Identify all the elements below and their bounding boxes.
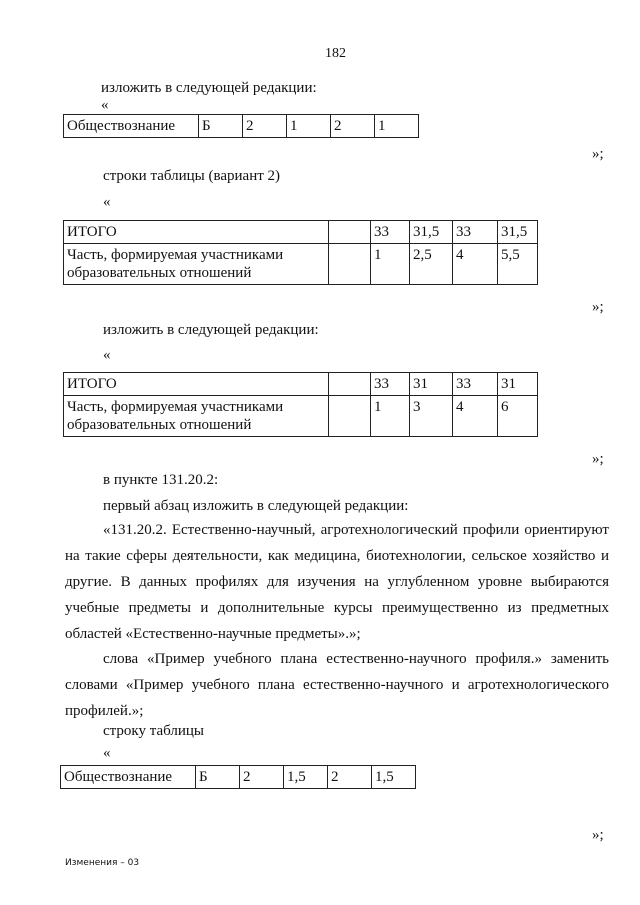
table-cell: 6 xyxy=(498,396,538,437)
table-cell: 31 xyxy=(498,373,538,396)
table-label-2: строки таблицы (вариант 2) xyxy=(103,168,281,184)
table-cell: 1 xyxy=(371,396,410,437)
table-cell: Б xyxy=(196,766,240,789)
table-row xyxy=(64,244,538,285)
footer-label: Изменения – 03 xyxy=(65,858,140,868)
table-2 xyxy=(63,220,538,285)
table-cell: 31 xyxy=(410,373,453,396)
close-quote-2: »; xyxy=(592,299,604,315)
table-cell xyxy=(329,244,371,285)
close-quote-1: »; xyxy=(592,146,604,162)
table-cell: 33 xyxy=(453,221,498,244)
table-row xyxy=(61,766,416,789)
table-cell: 2 xyxy=(240,766,284,789)
table-cell: 1,5 xyxy=(284,766,328,789)
table-cell: Обществознание xyxy=(61,766,196,789)
table-cell: 5,5 xyxy=(498,244,538,285)
table-cell: 4 xyxy=(453,244,498,285)
table-cell: Б xyxy=(199,115,243,138)
open-quote-4: « xyxy=(103,745,111,761)
table-cell: 33 xyxy=(371,373,410,396)
open-quote-2: « xyxy=(103,194,111,210)
table-1 xyxy=(63,114,419,138)
table-cell xyxy=(329,221,371,244)
table-cell xyxy=(329,373,371,396)
table-cell: 1 xyxy=(375,115,419,138)
table-cell: 31,5 xyxy=(410,221,453,244)
table-row xyxy=(64,221,538,244)
table-cell: 2,5 xyxy=(410,244,453,285)
table-cell: 2 xyxy=(243,115,287,138)
page-number: 182 xyxy=(325,46,346,61)
open-quote-1: « xyxy=(101,97,109,113)
table-cell: 1 xyxy=(287,115,331,138)
row-label: строку таблицы xyxy=(103,723,204,739)
table-4 xyxy=(60,765,416,789)
intro-text-3: изложить в следующей редакции: xyxy=(103,322,319,338)
table-cell: 1 xyxy=(371,244,410,285)
table-cell: 4 xyxy=(453,396,498,437)
table-row xyxy=(64,396,538,437)
table-cell: Часть, формируемая участниками образовательных отношений xyxy=(64,396,329,437)
table-cell: ИТОГО xyxy=(64,373,329,396)
table-cell: 2 xyxy=(328,766,372,789)
intro-text-1: изложить в следующей редакции: xyxy=(101,80,317,96)
body-paragraph: «131.20.2. Естественно-научный, агротехнологический профили ориентируют на такие сферы деятельности, как медицина, биотехнологии, сельское хозяйство и другие. В данных профилях для изучения на углубленном уровне выбираются учебные предметы и дополнительные курсы преимущественно из предметных областей «Естественно-научные предметы».»; xyxy=(65,522,609,642)
table-cell: 31,5 xyxy=(498,221,538,244)
table-3 xyxy=(63,372,538,437)
close-quote-3: »; xyxy=(592,451,604,467)
table-cell: 3 xyxy=(410,396,453,437)
words-paragraph: слова «Пример учебного плана естественно-научного профиля.» заменить словами «Пример учебного плана естественно-научного и агротехнологического профилей.»; xyxy=(65,651,609,719)
open-quote-3: « xyxy=(103,347,111,363)
table-cell: ИТОГО xyxy=(64,221,329,244)
table-cell: 33 xyxy=(453,373,498,396)
first-paragraph-label: первый абзац изложить в следующей редакции: xyxy=(103,498,409,514)
table-cell: 2 xyxy=(331,115,375,138)
table-cell: 1,5 xyxy=(372,766,416,789)
table-row xyxy=(64,373,538,396)
table-cell: 33 xyxy=(371,221,410,244)
table-cell: Обществознание xyxy=(64,115,199,138)
table-cell xyxy=(329,396,371,437)
close-quote-4: »; xyxy=(592,827,604,843)
point-label: в пункте 131.20.2: xyxy=(103,472,219,488)
table-row xyxy=(64,115,419,138)
table-cell: Часть, формируемая участниками образовательных отношений xyxy=(64,244,329,285)
